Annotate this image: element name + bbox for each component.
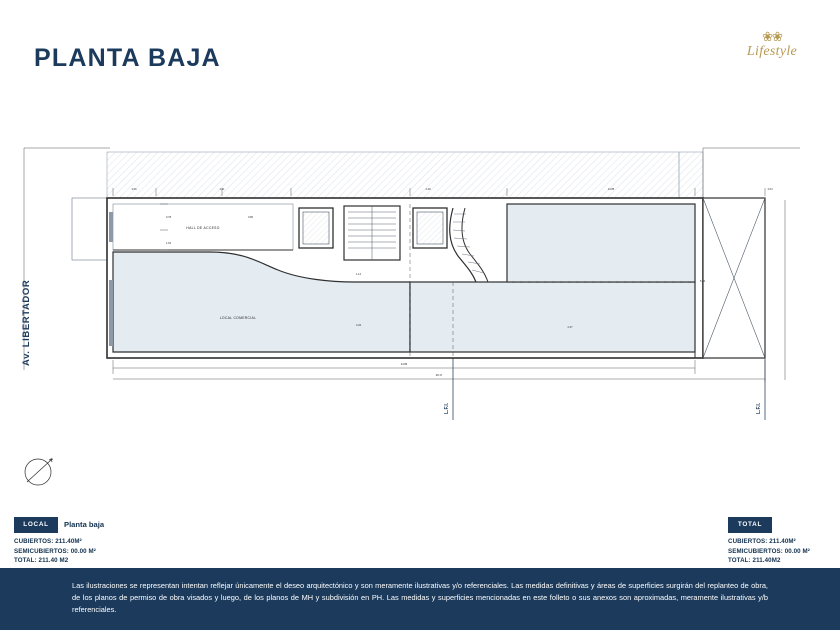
page-title: PLANTA BAJA: [34, 44, 221, 72]
axis-label-lfi: L.F.I.: [444, 402, 450, 414]
dimension-text: 4.02: [356, 324, 362, 327]
legend-total-line-2: SEMICUBIERTOS: 00.00 M²: [728, 547, 810, 555]
dimension-text: 5.46: [700, 280, 706, 283]
legend-local-line-2: SEMICUBIERTOS: 00.00 M²: [14, 547, 96, 555]
logo-text: Lifestyle: [746, 44, 798, 59]
floor-plan-svg: [10, 130, 830, 490]
dimension-text: 3.06: [131, 188, 137, 191]
legend-local: [14, 517, 104, 566]
dimension-text: 1.12: [356, 273, 362, 276]
legend-local-lines: [14, 537, 104, 566]
floor-plan-drawing: [10, 130, 830, 490]
legend-local-line-3: TOTAL: 211.40 M2: [14, 557, 69, 565]
axis-label-lfi: L.F.I.: [756, 402, 762, 414]
legend-total-tag: TOTAL: [728, 517, 772, 533]
legend-local-tag: LOCAL: [14, 517, 58, 533]
street-label-text: Av. LIBERTADOR: [21, 279, 32, 366]
footer-disclaimer: [0, 568, 840, 630]
footer-disclaimer-text: Las ilustraciones se representan intentan reflejar únicamente el deseo arquitectónico y son meramente ilustrativas y/o referenciales. Las medidas definitivas y áreas de superficies surgirán del replanteo de obra, de los planos de permiso de obra visados y luego, de los planos de MH y subdivisión en PH. Las medidas y superficies mencionadas en este folleto o sus anexos son aproximadas, meramente ilustrativas y/b referenciales.: [72, 581, 768, 614]
dimension-text: 1.62: [166, 242, 172, 245]
dimension-text: 24.86: [400, 363, 408, 366]
dimension-text: 4.64: [767, 188, 773, 191]
legend-local-title: Planta baja: [64, 520, 105, 530]
dimension-text: 28.17: [435, 374, 443, 377]
brand-logo: [732, 30, 812, 76]
legend-local-line-1: CUBIERTOS: 211.40M²: [14, 537, 82, 545]
dimension-text: 0.80: [248, 216, 254, 219]
legend-total-line-3: TOTAL: 211.40M2: [728, 557, 781, 565]
dimension-text: 1.21: [219, 188, 225, 191]
dimension-text: 2.37: [567, 326, 573, 329]
butterfly-icon: ❀❀: [762, 29, 782, 44]
legend-total-lines: [728, 537, 810, 566]
legend-local-header: [14, 517, 104, 533]
dimension-text: 0.78: [166, 216, 172, 219]
room-label-hall: HALL DE ACCESO: [186, 226, 220, 230]
legend-total-line-1: CUBIERTOS: 211.40M²: [728, 537, 796, 545]
dimension-text: 4.28: [425, 188, 431, 191]
legend-total-header: [728, 517, 810, 533]
legend-total: [728, 517, 810, 566]
room-label-local: LOCAL COMERCIAL: [219, 316, 257, 320]
dimension-text: 13.85: [607, 188, 615, 191]
